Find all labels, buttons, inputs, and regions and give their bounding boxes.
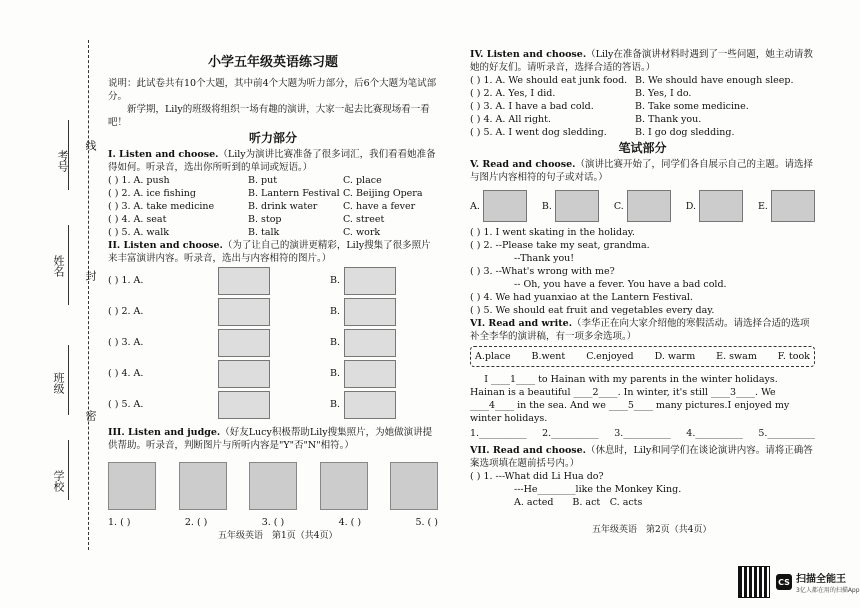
option-b: B. <box>330 275 341 286</box>
question-row <box>108 174 438 187</box>
question-row <box>108 213 438 226</box>
photo-skating <box>390 462 438 510</box>
option-a: ( ) 3. A. take medicine <box>108 201 215 212</box>
picture-a <box>470 190 527 222</box>
page-2 <box>470 48 815 509</box>
page-1 <box>108 56 438 529</box>
passage-line: I ____1____ to Hainan with my parents in the winter holidays. <box>484 374 778 385</box>
word-option: C.enjoyed <box>586 351 634 362</box>
picture-c <box>614 190 671 222</box>
label-xingming: 姓名 <box>52 255 65 277</box>
blank[interactable]: 5.__________ <box>758 428 815 439</box>
option-a: ( ) 2. A. <box>108 306 144 317</box>
answer-slot[interactable]: 4. ( ) <box>338 517 362 528</box>
picture-e <box>758 190 815 222</box>
option-a: ( ) 1. A. <box>108 275 144 286</box>
photo-street <box>344 360 396 388</box>
passage-line: winter holidays. <box>470 413 548 424</box>
brand-name: 扫描全能王 <box>796 574 846 585</box>
field-line <box>68 225 69 305</box>
picture-label: C. <box>613 200 624 212</box>
option-c: C. work <box>343 227 381 238</box>
question-line: ( ) 5. We should eat fruit and vegetables every day. <box>470 305 715 316</box>
picture-label: B. <box>541 200 552 212</box>
option-b: B. <box>330 337 341 348</box>
option-b: B. put <box>248 175 278 186</box>
question-line: ( ) 2. --Please take my seat, grandma. <box>470 240 650 251</box>
section-5-pictures <box>470 190 815 222</box>
section-2 <box>108 239 438 265</box>
option-a: ( ) 1. A. push <box>108 175 170 186</box>
section-1-note: （Lily为演讲比赛准备了很多词汇，我们看看她准备得如何。听录音，选出你所听到的单词或短语。） <box>108 149 436 173</box>
word-option: E. swam <box>716 351 757 362</box>
word-option: B.went <box>531 351 566 362</box>
picture-label: E. <box>757 200 768 212</box>
question-row <box>108 200 438 213</box>
question-row <box>108 226 438 239</box>
section-3-pictures <box>108 462 438 510</box>
section-3 <box>108 426 438 452</box>
passage-line: ____4____ in the sea. And we ____5____ many pictures.I enjoyed my <box>470 400 790 411</box>
label-kaohao: 考号 <box>56 150 69 172</box>
option-a: ( ) 3. A. I have a bad cold. <box>470 101 594 112</box>
section-2-rows <box>108 265 438 420</box>
cut-line <box>88 40 89 550</box>
field-line <box>68 345 69 415</box>
page-1-footer: 五年级英语 第1页（共4页） <box>218 531 338 541</box>
option-a: ( ) 2. A. ice fishing <box>108 188 197 199</box>
section-1-heading: I. Listen and choose. <box>108 149 219 160</box>
answer-slot[interactable]: 1. ( ) <box>108 517 131 528</box>
field-line <box>68 120 69 190</box>
option-a: ( ) 5. A. I went dog sledding. <box>470 127 607 138</box>
photo-lanterns <box>344 391 396 419</box>
question-line: ( ) 1. I went skating in the holiday. <box>470 227 635 238</box>
blank[interactable]: 4.__________ <box>686 428 743 439</box>
blank[interactable]: 1.__________ <box>470 428 527 439</box>
section-7-note: （休息时，Lily和同学们在谈论演讲内容。请将正确答案选项填在题前括号内。） <box>470 445 813 469</box>
field-line <box>68 440 69 500</box>
option-b: B. drink water <box>248 201 318 212</box>
option-b: B. talk <box>248 227 280 238</box>
page-2-footer: 五年级英语 第2页（共4页） <box>592 525 712 535</box>
no-shopping-icon <box>218 267 270 295</box>
section-7-heading: VII. Read and choose. <box>470 445 586 456</box>
option-b: B. Lantern Festival <box>248 188 340 199</box>
writing-heading: 笔试部分 <box>618 141 667 155</box>
section-4 <box>470 48 815 74</box>
instructions-intro: 新学期，Lily的班级将组织一场有趣的演讲，大家一起去比赛现场看一看吧！ <box>108 104 430 128</box>
photo-dinner <box>627 190 671 222</box>
photo-family <box>249 462 297 510</box>
option-b: B. <box>330 368 341 379</box>
photo-ice-fishing <box>344 298 396 326</box>
label-feng: 封 <box>84 270 97 281</box>
section-5-lines <box>470 226 815 317</box>
photo-skater <box>771 190 815 222</box>
listening-heading: 听力部分 <box>248 131 297 145</box>
section-3-heading: III. Listen and judge. <box>108 427 221 438</box>
answer-slot[interactable]: 5. ( ) <box>415 517 438 528</box>
option-a: ( ) 4. A. <box>108 368 144 379</box>
option-a: ( ) 5. A. <box>108 399 144 410</box>
section-4-options <box>470 74 815 139</box>
word-option: A.place <box>475 351 511 362</box>
answer-slot[interactable]: 2. ( ) <box>184 517 208 528</box>
instructions: 说明：此试卷共有10个大题，其中前4个大题为听力部分，后6个大题为笔试部分。 <box>108 78 437 102</box>
no-walking-icon <box>108 462 156 510</box>
question-row <box>470 87 815 100</box>
picture-row <box>108 265 438 296</box>
question-row <box>108 187 438 200</box>
brand-text <box>796 570 860 594</box>
question-line: ( ) 4. We had yuanxiao at the Lantern Festival. <box>470 292 693 303</box>
picture-label: D. <box>685 200 697 212</box>
option-a: ( ) 4. A. All right. <box>470 114 552 125</box>
option-b: B. stop <box>248 214 282 225</box>
question-row <box>470 74 815 87</box>
answer-slot[interactable]: 3. ( ) <box>261 517 285 528</box>
question-row <box>470 126 815 139</box>
section-6-heading: VI. Read and write. <box>470 318 573 329</box>
question-line: ( ) 3. --What's wrong with me? <box>470 266 615 277</box>
label-xian: 线 <box>84 140 97 151</box>
section-5 <box>470 158 815 184</box>
option-b: B. Yes, I do. <box>635 88 692 99</box>
option-b: B. Thank you. <box>635 114 702 125</box>
section-7 <box>470 444 815 470</box>
page-title: 小学五年级英语练习题 <box>207 55 338 70</box>
answer-blanks <box>470 427 815 440</box>
blank[interactable]: 3.__________ <box>614 428 671 439</box>
photo-bus-seat <box>218 360 270 388</box>
question-line: -- Oh, you have a fever. You have a bad cold. <box>514 279 727 290</box>
picture-b <box>542 190 599 222</box>
picture-row <box>108 358 438 389</box>
option-c: C. place <box>343 175 382 186</box>
question-options: A. acted B. act C. acts <box>514 497 643 508</box>
option-a: ( ) 2. A. Yes, I did. <box>470 88 556 99</box>
option-c: C. Beijing Opera <box>343 188 423 199</box>
section-4-note: （Lily在准备演讲材料时遇到了一些问题，她主动请教她的好友们。请听录音，选择合适的答语。） <box>470 49 813 73</box>
brand-tagline: 3亿人都在用的扫描App <box>796 587 860 594</box>
section-6 <box>470 317 815 343</box>
option-b: B. We should have enough sleep. <box>635 75 794 86</box>
photo-bus <box>555 190 599 222</box>
option-a: ( ) 3. A. <box>108 337 144 348</box>
option-a: ( ) 4. A. seat <box>108 214 167 225</box>
photo-medicine <box>320 462 368 510</box>
option-b: B. <box>330 399 341 410</box>
option-a: ( ) 1. A. We should eat junk food. <box>470 75 628 86</box>
passage <box>470 373 815 425</box>
section-5-note: （演讲比赛开始了，同学们各自展示自己的主题。请选择与图片内容相符的句子或对话。） <box>470 159 813 183</box>
option-b: B. Take some medicine. <box>635 101 749 112</box>
picture-row <box>108 389 438 420</box>
camscanner-logo: CS <box>776 574 792 590</box>
label-banji: 班级 <box>52 372 65 394</box>
binding-margin <box>0 0 100 560</box>
picture-d <box>686 190 743 222</box>
word-bank <box>470 346 815 367</box>
word-option: F. took <box>777 351 810 362</box>
question-row <box>470 100 815 113</box>
label-mi: 密 <box>84 410 97 421</box>
section-6-note: （李华正在向大家介绍他的寒假活动。请选择合适的选项补全李华的演讲稿，有一项多余选项。） <box>470 318 810 342</box>
picture-row <box>108 327 438 358</box>
photo-skiing <box>218 298 270 326</box>
picture-row <box>108 296 438 327</box>
option-b: B. <box>330 306 341 317</box>
section-2-note: （为了让自己的演讲更精彩，Lily搜集了很多照片来丰富演讲内容。听录音，选出与内容相符的图片。） <box>108 240 431 264</box>
photo-food-pyramid <box>344 329 396 357</box>
section-4-heading: IV. Listen and choose. <box>470 49 587 60</box>
option-c: C. have a fever <box>343 201 416 212</box>
picture-label: A. <box>470 200 480 212</box>
question-line: ---He________like the Monkey King. <box>514 484 682 495</box>
passage-line: Hainan is a beautiful ____2____. In winter, it's still ____3____. We <box>470 387 776 398</box>
photo-vegetables <box>218 329 270 357</box>
section-2-heading: II. Listen and choose. <box>108 240 223 251</box>
photo-sledding <box>218 391 270 419</box>
section-1-options <box>108 174 438 239</box>
option-c: C. street <box>343 214 385 225</box>
photo-opera <box>179 462 227 510</box>
photo-fruit <box>483 190 527 222</box>
question-line: --Thank you! <box>514 253 575 264</box>
section-1 <box>108 148 438 174</box>
option-b: B. I go dog sledding. <box>635 127 735 138</box>
blank[interactable]: 2.__________ <box>542 428 599 439</box>
section-3-note: （好友Lucy积极帮助Lily搜集照片，为她做演讲提供帮助。听录音，判断图片与所听内容是"Y"否"N"相符。） <box>108 427 433 451</box>
qr-code-icon <box>738 566 770 598</box>
scanner-watermark <box>738 566 860 598</box>
section-5-heading: V. Read and choose. <box>470 159 576 170</box>
label-xuexiao: 学校 <box>52 470 65 492</box>
photo-doctor <box>699 190 743 222</box>
word-option: D. warm <box>654 351 696 362</box>
question-row <box>470 113 815 126</box>
question-line: ( ) 1. ---What did Li Hua do? <box>470 471 604 482</box>
no-photo-icon <box>344 267 396 295</box>
option-a: ( ) 5. A. walk <box>108 227 170 238</box>
